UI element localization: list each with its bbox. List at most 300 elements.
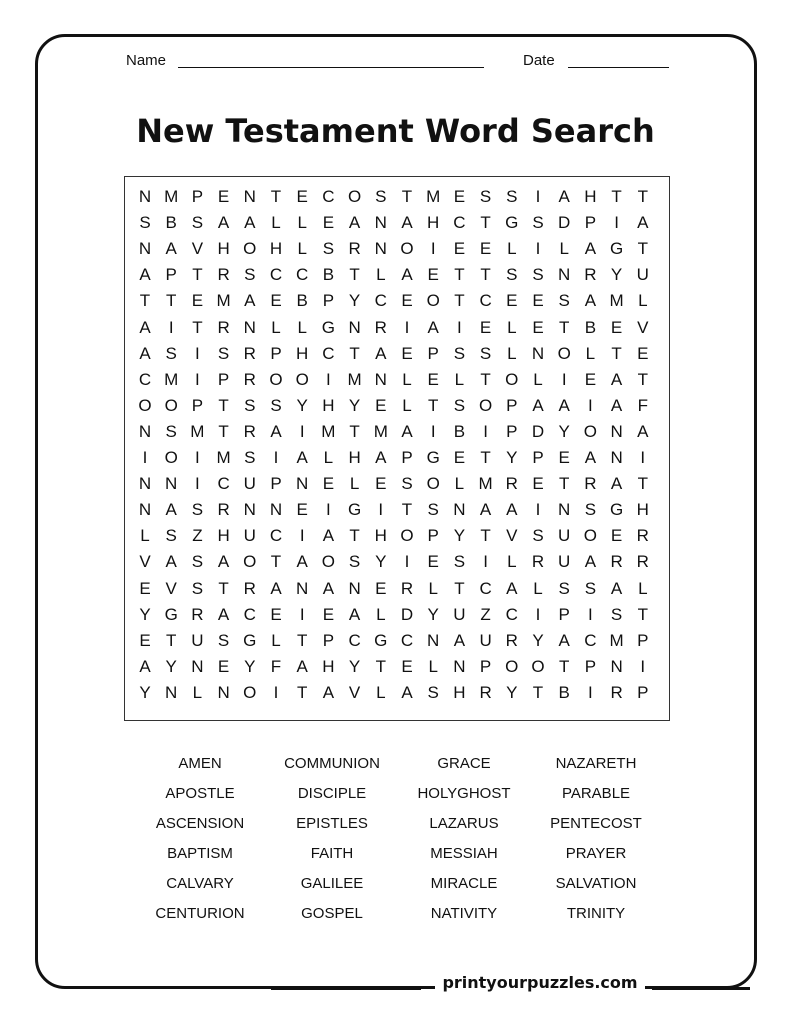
grid-letter[interactable]: T	[349, 343, 360, 363]
grid-letter[interactable]: A	[348, 213, 361, 233]
grid-letter[interactable]: A	[610, 578, 623, 598]
grid-letter[interactable]: M	[373, 421, 388, 441]
grid-letter[interactable]: A	[610, 474, 623, 494]
grid-letter[interactable]: O	[400, 239, 414, 259]
grid-letter[interactable]: R	[505, 630, 518, 650]
grid-letter[interactable]: A	[637, 213, 649, 233]
grid-letter[interactable]: O	[583, 526, 597, 546]
grid-letter[interactable]: I	[195, 448, 200, 467]
grid-letter[interactable]: P	[637, 682, 649, 702]
grid-letter[interactable]: S	[191, 500, 204, 520]
grid-letter[interactable]: T	[427, 395, 439, 415]
grid-letter[interactable]: A	[637, 421, 649, 441]
grid-letter[interactable]: V	[139, 552, 151, 572]
grid-letter[interactable]: T	[165, 630, 177, 650]
grid-letter[interactable]: S	[375, 187, 387, 206]
grid-letter[interactable]: V	[191, 239, 204, 259]
grid-letter[interactable]: R	[400, 578, 414, 598]
grid-letter[interactable]: L	[323, 448, 334, 467]
grid-letter[interactable]: E	[532, 291, 544, 311]
grid-letter[interactable]: C	[269, 265, 283, 285]
grid-letter[interactable]: H	[217, 526, 230, 546]
grid-letter[interactable]: I	[535, 187, 541, 206]
grid-letter[interactable]: P	[584, 213, 597, 233]
grid-letter[interactable]: T	[480, 448, 491, 467]
grid-letter[interactable]: R	[636, 552, 649, 572]
grid-letter[interactable]: I	[588, 395, 593, 415]
grid-letter[interactable]: B	[322, 265, 335, 285]
grid-letter[interactable]: L	[297, 213, 307, 233]
grid-letter[interactable]: N	[296, 474, 309, 494]
grid-letter[interactable]: N	[531, 343, 545, 363]
grid-letter[interactable]: L	[638, 291, 648, 311]
grid-letter[interactable]: T	[218, 395, 229, 415]
grid-letter[interactable]: A	[322, 682, 335, 702]
grid-letter[interactable]: E	[217, 187, 230, 206]
grid-letter[interactable]: S	[558, 291, 570, 311]
grid-letter[interactable]: C	[374, 291, 387, 311]
grid-letter[interactable]: P	[506, 421, 518, 441]
grid-letter[interactable]: U	[243, 474, 256, 494]
grid-letter[interactable]: P	[217, 369, 230, 389]
grid-letter[interactable]: N	[165, 474, 178, 494]
grid-letter[interactable]: L	[297, 239, 307, 259]
grid-letter[interactable]: L	[507, 239, 517, 259]
grid-letter[interactable]: E	[610, 526, 623, 546]
grid-letter[interactable]: L	[559, 239, 569, 259]
grid-letter[interactable]: O	[400, 526, 414, 546]
grid-letter[interactable]: Y	[610, 265, 623, 285]
grid-letter[interactable]: T	[270, 187, 282, 206]
grid-letter[interactable]: R	[217, 317, 230, 337]
grid-letter[interactable]: C	[479, 291, 492, 311]
grid-letter[interactable]: N	[217, 682, 230, 702]
grid-letter[interactable]: Z	[480, 604, 491, 624]
grid-letter[interactable]: T	[480, 526, 491, 546]
date-line[interactable]	[568, 67, 669, 68]
grid-letter[interactable]: E	[637, 343, 649, 363]
grid-letter[interactable]: B	[584, 317, 597, 337]
grid-letter[interactable]: S	[610, 604, 623, 624]
grid-letter[interactable]: V	[506, 526, 518, 546]
grid-letter[interactable]: L	[349, 474, 360, 494]
grid-letter[interactable]: Z	[192, 526, 203, 546]
grid-letter[interactable]: I	[168, 317, 174, 337]
grid-letter[interactable]: V	[637, 317, 649, 337]
grid-letter[interactable]: S	[532, 213, 544, 233]
grid-letter[interactable]: H	[296, 343, 309, 363]
grid-letter[interactable]: A	[139, 343, 151, 363]
grid-letter[interactable]: A	[244, 291, 256, 311]
grid-letter[interactable]: E	[453, 448, 466, 467]
grid-letter[interactable]: L	[585, 343, 596, 363]
grid-letter[interactable]: H	[348, 448, 361, 467]
grid-letter[interactable]: I	[535, 604, 541, 624]
grid-letter[interactable]: T	[454, 578, 465, 598]
grid-letter[interactable]: C	[269, 526, 283, 546]
grid-letter[interactable]: S	[453, 552, 466, 572]
grid-letter[interactable]: H	[584, 187, 597, 206]
grid-letter[interactable]: A	[217, 604, 230, 624]
grid-letter[interactable]: Y	[453, 526, 466, 546]
grid-letter[interactable]: S	[506, 187, 518, 206]
grid-letter[interactable]: T	[349, 421, 360, 441]
grid-letter[interactable]: A	[610, 395, 623, 415]
grid-letter[interactable]: T	[637, 604, 648, 624]
grid-letter[interactable]: G	[164, 604, 178, 624]
grid-letter[interactable]: A	[532, 395, 544, 415]
grid-letter[interactable]: S	[532, 265, 544, 285]
grid-letter[interactable]: T	[139, 291, 151, 311]
grid-letter[interactable]: P	[322, 630, 335, 650]
grid-letter[interactable]: A	[244, 213, 256, 233]
grid-letter[interactable]: A	[139, 317, 151, 337]
grid-letter[interactable]: S	[217, 343, 230, 363]
grid-letter[interactable]: M	[426, 187, 441, 206]
grid-letter[interactable]: L	[428, 578, 438, 598]
grid-letter[interactable]: O	[531, 656, 545, 676]
grid-letter[interactable]: Y	[558, 421, 570, 441]
grid-letter[interactable]: D	[400, 604, 414, 624]
grid-letter[interactable]: A	[375, 343, 387, 363]
grid-letter[interactable]: I	[195, 369, 200, 389]
grid-letter[interactable]: U	[636, 265, 649, 285]
grid-letter[interactable]: G	[374, 630, 388, 650]
grid-letter[interactable]: T	[454, 291, 465, 311]
grid-letter[interactable]: U	[558, 526, 571, 546]
grid-letter[interactable]: L	[454, 369, 465, 389]
grid-letter[interactable]: C	[505, 604, 518, 624]
grid-letter[interactable]: Y	[506, 448, 518, 467]
grid-letter[interactable]: A	[584, 448, 597, 467]
grid-letter[interactable]: A	[479, 500, 492, 520]
grid-letter[interactable]: I	[561, 369, 567, 389]
grid-letter[interactable]: E	[506, 291, 518, 311]
grid-letter[interactable]: I	[299, 421, 305, 441]
grid-letter[interactable]: N	[138, 421, 152, 441]
grid-letter[interactable]: N	[138, 500, 152, 520]
grid-letter[interactable]: R	[584, 474, 597, 494]
grid-letter[interactable]: P	[427, 526, 439, 546]
grid-letter[interactable]: R	[610, 552, 623, 572]
grid-letter[interactable]: A	[506, 578, 518, 598]
grid-letter[interactable]: G	[609, 239, 624, 259]
grid-letter[interactable]: A	[375, 448, 387, 467]
grid-letter[interactable]: L	[271, 213, 281, 233]
grid-letter[interactable]: R	[505, 474, 518, 494]
grid-letter[interactable]: R	[243, 421, 256, 441]
grid-letter[interactable]: I	[326, 369, 331, 389]
grid-letter[interactable]: Y	[244, 656, 256, 676]
grid-letter[interactable]: Y	[427, 604, 439, 624]
grid-letter[interactable]: S	[191, 552, 204, 572]
grid-letter[interactable]: E	[401, 656, 413, 676]
grid-letter[interactable]: S	[479, 187, 492, 206]
grid-letter[interactable]: P	[322, 291, 335, 311]
grid-letter[interactable]: Y	[139, 682, 151, 702]
grid-letter[interactable]: R	[610, 682, 623, 702]
grid-letter[interactable]: C	[479, 578, 492, 598]
grid-letter[interactable]: T	[480, 369, 491, 389]
grid-letter[interactable]: H	[217, 239, 230, 259]
grid-letter[interactable]: O	[426, 291, 440, 311]
grid-letter[interactable]: Y	[139, 604, 151, 624]
grid-letter[interactable]: S	[427, 500, 439, 520]
grid-letter[interactable]: P	[506, 395, 518, 415]
grid-letter[interactable]: O	[347, 187, 362, 206]
grid-letter[interactable]: N	[191, 656, 204, 676]
grid-letter[interactable]: G	[243, 630, 257, 650]
grid-letter[interactable]: E	[453, 239, 466, 259]
grid-letter[interactable]: P	[479, 656, 492, 676]
grid-letter[interactable]: E	[270, 291, 282, 311]
grid-letter[interactable]: N	[558, 500, 571, 520]
grid-letter[interactable]: P	[532, 448, 544, 467]
grid-letter[interactable]: A	[270, 578, 282, 598]
grid-letter[interactable]: A	[296, 656, 308, 676]
grid-letter[interactable]: H	[269, 239, 283, 259]
grid-letter[interactable]: S	[165, 526, 177, 546]
grid-letter[interactable]: Y	[348, 395, 361, 415]
grid-letter[interactable]: H	[427, 213, 440, 233]
grid-letter[interactable]: N	[453, 656, 466, 676]
grid-letter[interactable]: A	[270, 421, 282, 441]
grid-letter[interactable]: B	[453, 421, 466, 441]
grid-letter[interactable]: E	[375, 578, 387, 598]
grid-letter[interactable]: T	[558, 317, 570, 337]
grid-letter[interactable]: E	[296, 187, 308, 206]
grid-letter[interactable]: C	[138, 369, 152, 389]
grid-letter[interactable]: Y	[506, 682, 518, 702]
grid-letter[interactable]: L	[454, 474, 465, 494]
grid-letter[interactable]: G	[609, 500, 624, 520]
grid-letter[interactable]: T	[637, 187, 648, 206]
grid-letter[interactable]: A	[506, 500, 518, 520]
grid-letter[interactable]: S	[191, 578, 204, 598]
grid-letter[interactable]: N	[610, 421, 623, 441]
grid-letter[interactable]: I	[535, 500, 541, 520]
grid-letter[interactable]: S	[139, 213, 151, 233]
grid-letter[interactable]: M	[347, 369, 362, 389]
grid-letter[interactable]: A	[217, 213, 230, 233]
grid-letter[interactable]: S	[532, 526, 544, 546]
grid-letter[interactable]: L	[376, 682, 386, 702]
grid-letter[interactable]: L	[638, 578, 648, 598]
grid-letter[interactable]: M	[164, 187, 179, 206]
grid-letter[interactable]: A	[584, 552, 597, 572]
grid-letter[interactable]: B	[296, 291, 308, 311]
grid-letter[interactable]: M	[216, 448, 231, 467]
grid-letter[interactable]: I	[588, 604, 593, 624]
grid-letter[interactable]: P	[427, 343, 439, 363]
grid-letter[interactable]: I	[430, 239, 436, 259]
grid-letter[interactable]: U	[191, 630, 204, 650]
grid-letter[interactable]: E	[558, 448, 570, 467]
grid-letter[interactable]: A	[401, 265, 413, 285]
grid-letter[interactable]: S	[322, 239, 335, 259]
grid-letter[interactable]: L	[376, 604, 386, 624]
grid-letter[interactable]: C	[348, 630, 361, 650]
grid-letter[interactable]: M	[609, 630, 624, 650]
grid-letter[interactable]: S	[584, 500, 597, 520]
grid-letter[interactable]: S	[165, 421, 177, 441]
grid-letter[interactable]: A	[139, 656, 151, 676]
grid-letter[interactable]: U	[558, 552, 571, 572]
grid-letter[interactable]: B	[558, 682, 570, 702]
grid-letter[interactable]: C	[296, 265, 309, 285]
grid-letter[interactable]: T	[349, 526, 360, 546]
grid-letter[interactable]: G	[426, 448, 440, 467]
grid-letter[interactable]: E	[532, 474, 544, 494]
grid-letter[interactable]: I	[640, 656, 646, 676]
grid-letter[interactable]: A	[217, 552, 230, 572]
grid-letter[interactable]: T	[454, 265, 465, 285]
grid-letter[interactable]: C	[243, 604, 256, 624]
grid-letter[interactable]: I	[457, 317, 462, 337]
grid-letter[interactable]: O	[269, 369, 283, 389]
grid-letter[interactable]: T	[637, 474, 648, 494]
grid-letter[interactable]: E	[322, 474, 335, 494]
grid-letter[interactable]: S	[244, 265, 256, 285]
grid-letter[interactable]: E	[191, 291, 204, 311]
grid-letter[interactable]: I	[483, 421, 488, 441]
grid-letter[interactable]: E	[401, 343, 413, 363]
grid-letter[interactable]: I	[614, 213, 619, 233]
grid-letter[interactable]: T	[558, 474, 570, 494]
grid-letter[interactable]: E	[322, 604, 335, 624]
grid-letter[interactable]: N	[243, 187, 256, 206]
grid-letter[interactable]: I	[326, 500, 331, 520]
grid-letter[interactable]: T	[218, 421, 229, 441]
grid-letter[interactable]: I	[378, 500, 384, 520]
grid-letter[interactable]: Y	[532, 630, 544, 650]
grid-letter[interactable]: A	[296, 552, 308, 572]
grid-letter[interactable]: P	[270, 343, 282, 363]
grid-letter[interactable]: S	[427, 682, 439, 702]
grid-letter[interactable]: R	[584, 265, 597, 285]
grid-letter[interactable]: H	[453, 682, 466, 702]
grid-letter[interactable]: C	[584, 630, 597, 650]
grid-letter[interactable]: A	[401, 421, 413, 441]
grid-letter[interactable]: O	[426, 474, 440, 494]
grid-letter[interactable]: L	[402, 395, 412, 415]
grid-letter[interactable]: E	[322, 213, 335, 233]
grid-letter[interactable]: A	[558, 630, 570, 650]
grid-letter[interactable]: E	[610, 317, 623, 337]
grid-letter[interactable]: D	[531, 421, 545, 441]
grid-letter[interactable]: S	[270, 395, 282, 415]
grid-letter[interactable]: I	[535, 239, 541, 259]
grid-letter[interactable]: U	[453, 604, 466, 624]
grid-letter[interactable]: O	[478, 395, 493, 415]
grid-letter[interactable]: A	[427, 317, 439, 337]
grid-letter[interactable]: N	[427, 630, 440, 650]
grid-letter[interactable]: C	[322, 187, 335, 206]
grid-letter[interactable]: A	[296, 448, 308, 467]
grid-letter[interactable]: I	[273, 682, 279, 702]
grid-letter[interactable]: E	[427, 552, 439, 572]
grid-letter[interactable]: O	[557, 343, 571, 363]
grid-letter[interactable]: I	[299, 526, 305, 546]
grid-letter[interactable]: T	[480, 213, 491, 233]
grid-letter[interactable]: A	[165, 552, 177, 572]
grid-letter[interactable]: L	[402, 369, 412, 389]
grid-letter[interactable]: O	[321, 552, 335, 572]
grid-letter[interactable]: T	[192, 265, 203, 285]
grid-letter[interactable]: E	[401, 291, 413, 311]
grid-letter[interactable]: M	[478, 474, 493, 494]
grid-letter[interactable]: I	[404, 317, 410, 337]
grid-letter[interactable]: E	[217, 656, 230, 676]
grid-letter[interactable]: L	[192, 682, 203, 702]
grid-letter[interactable]: R	[479, 682, 492, 702]
grid-letter[interactable]: H	[636, 500, 649, 520]
grid-letter[interactable]: I	[142, 448, 148, 467]
grid-letter[interactable]: N	[374, 213, 387, 233]
grid-letter[interactable]: E	[479, 317, 492, 337]
grid-letter[interactable]: N	[296, 578, 309, 598]
grid-letter[interactable]: T	[296, 682, 308, 702]
grid-letter[interactable]: T	[165, 291, 177, 311]
grid-letter[interactable]: L	[533, 369, 543, 389]
grid-letter[interactable]: I	[588, 682, 593, 702]
grid-letter[interactable]: N	[138, 187, 152, 206]
grid-letter[interactable]: I	[273, 448, 279, 467]
grid-letter[interactable]: N	[269, 500, 283, 520]
grid-letter[interactable]: U	[243, 526, 256, 546]
grid-letter[interactable]: V	[348, 682, 361, 702]
grid-letter[interactable]: S	[584, 578, 597, 598]
grid-letter[interactable]: A	[584, 291, 597, 311]
grid-letter[interactable]: L	[376, 265, 386, 285]
grid-letter[interactable]: T	[480, 265, 491, 285]
site-url[interactable]: printyourpuzzles.com	[435, 973, 645, 992]
grid-letter[interactable]: E	[532, 317, 544, 337]
grid-letter[interactable]: O	[243, 552, 257, 572]
grid-letter[interactable]: T	[218, 578, 229, 598]
grid-letter[interactable]: P	[191, 395, 204, 415]
grid-letter[interactable]: O	[505, 656, 519, 676]
grid-letter[interactable]: L	[533, 578, 543, 598]
grid-letter[interactable]: N	[348, 578, 361, 598]
grid-letter[interactable]: L	[297, 317, 307, 337]
grid-letter[interactable]: O	[583, 421, 597, 441]
grid-letter[interactable]: O	[164, 395, 178, 415]
grid-letter[interactable]: P	[191, 187, 204, 206]
grid-letter[interactable]: L	[507, 343, 517, 363]
grid-letter[interactable]: S	[558, 578, 570, 598]
grid-letter[interactable]: A	[348, 604, 361, 624]
grid-letter[interactable]: Y	[165, 656, 177, 676]
grid-letter[interactable]: M	[216, 291, 231, 311]
grid-letter[interactable]: T	[637, 369, 648, 389]
grid-letter[interactable]: N	[610, 656, 623, 676]
grid-letter[interactable]: T	[270, 552, 282, 572]
grid-letter[interactable]: T	[558, 656, 570, 676]
grid-letter[interactable]: A	[165, 500, 177, 520]
grid-letter[interactable]: R	[217, 500, 230, 520]
grid-letter[interactable]: A	[165, 239, 177, 259]
grid-letter[interactable]: O	[243, 682, 257, 702]
grid-letter[interactable]: E	[375, 395, 387, 415]
grid-letter[interactable]: T	[375, 656, 386, 676]
grid-letter[interactable]: A	[401, 682, 413, 702]
grid-letter[interactable]: F	[270, 656, 282, 676]
grid-letter[interactable]: N	[138, 239, 152, 259]
grid-letter[interactable]: T	[637, 239, 648, 259]
grid-letter[interactable]: H	[322, 656, 335, 676]
grid-letter[interactable]: T	[532, 682, 544, 702]
